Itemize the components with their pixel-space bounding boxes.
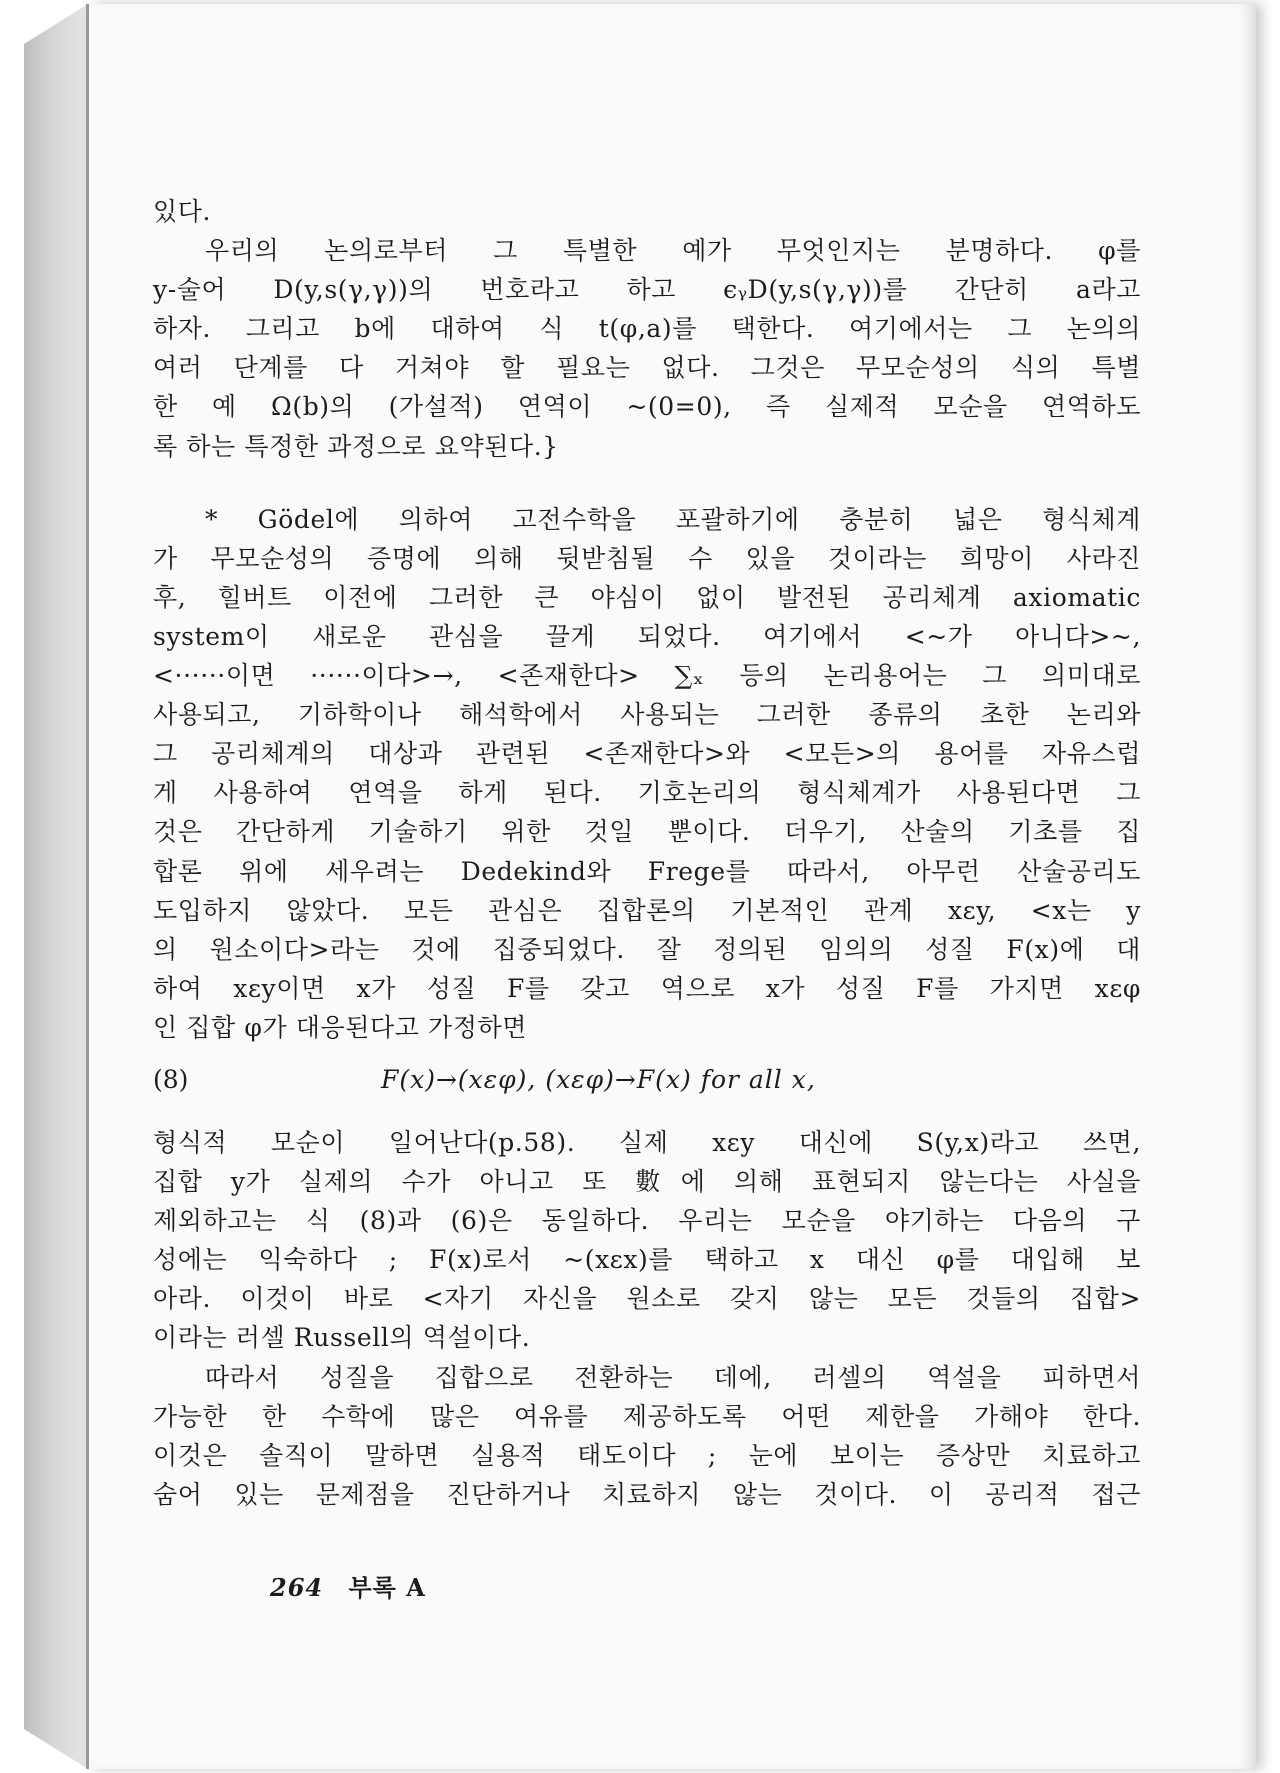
text-line: * Gödel에 의하여 고전수학을 포괄하기에 충분히 넓은 형식체계 xyxy=(205,504,1141,534)
text-line: 록 하는 특정한 과정으로 요약된다.} xyxy=(153,431,559,461)
text-line: 의 원소이다>라는 것에 집중되었다. 잘 정의된 임의의 성질 F(x)에 대 xyxy=(153,934,1141,964)
text-line: 게 사용하여 연역을 하게 된다. 기호논리의 형식체계가 사용된다면 그 xyxy=(153,778,1141,808)
equation-label: (8) xyxy=(153,1064,189,1094)
page-edge xyxy=(86,4,89,1769)
equation-body: F(x)→(xεφ), (xεφ)→F(x) for all x, xyxy=(381,1064,816,1094)
text-line: 제외하고는 식 (8)과 (6)은 동일하다. 우리는 모순을 야기하는 다음의 구 xyxy=(153,1206,1141,1236)
page-footer xyxy=(270,1568,426,1603)
text-line: 집합 y가 실제의 수가 아니고 또 數에 의해 표현되지 않는다는 사실을 xyxy=(153,1167,1141,1197)
text-line: <······이면 ······이다>→, <존재한다> ∑ₓ 등의 논리용어는 그 의미대로 xyxy=(153,661,1141,691)
text-line: 그 공리체계의 대상과 관련된 <존재한다>와 <모든>의 용어를 자유스럽 xyxy=(153,739,1141,769)
text-line: 있다. xyxy=(153,197,212,226)
equation-8 xyxy=(153,1061,1141,1103)
page-number: 264 xyxy=(270,1573,324,1602)
text-line: y-술어 D(y,s(γ,γ))의 번호라고 하고 ϵᵧD(y,s(γ,γ))를 간단히 a라고 xyxy=(153,275,1141,305)
text-line: 형식적 모순이 일어난다(p.58). 실제 xεy 대신에 S(y,x)라고 쓰면, xyxy=(153,1127,1141,1157)
text-line: 숨어 있는 문제점을 진단하거나 치료하지 않는 것이다. 이 공리적 접근 xyxy=(153,1479,1141,1509)
text-line: 따라서 성질을 집합으로 전환하는 데에, 러셀의 역설을 피하면서 xyxy=(205,1362,1141,1392)
text-line: 이라는 러셀 Russell의 역설이다. xyxy=(153,1323,531,1353)
text-line: 이것은 솔직이 말하면 실용적 태도이다 ; 눈에 보이는 증상만 치료하고 xyxy=(153,1440,1141,1470)
text-line: 하자. 그리고 b에 대하여 식 t(φ,a)를 택한다. 여기에서는 그 논의의 xyxy=(153,314,1141,344)
text-line: 하여 xεy이면 x가 성질 F를 갖고 역으로 x가 성질 F를 가지면 xεφ xyxy=(153,973,1141,1003)
book-spine xyxy=(24,4,88,1769)
text-line: 도입하지 않았다. 모든 관심은 집합론의 기본적인 관계 xεy, <x는 y xyxy=(153,895,1141,925)
text-line: 합론 위에 세우려는 Dedekind와 Frege를 따라서, 아무런 산술공리도 xyxy=(153,856,1141,886)
text-line: 한 예 Ω(b)의 (가설적) 연역이 ~(0=0), 즉 실제적 모순을 연역하도 xyxy=(153,392,1141,422)
text-line: 가능한 한 수학에 많은 여유를 제공하도록 어떤 제한을 가해야 한다. xyxy=(153,1401,1141,1431)
text-line: 성에는 익숙하다 ; F(x)로서 ~(xεx)를 택하고 x 대신 φ를 대입해 보 xyxy=(153,1245,1141,1275)
section-label: 부록 A xyxy=(348,1573,426,1602)
text-line: system이 새로운 관심을 끌게 되었다. 여기에서 <~가 아니다>~, xyxy=(153,621,1141,651)
text-line: 여러 단계를 다 거쳐야 할 필요는 없다. 그것은 무모순성의 식의 특별 xyxy=(153,353,1141,383)
text-line: 우리의 논의로부터 그 특별한 예가 무엇인지는 분명하다. φ를 xyxy=(205,236,1141,266)
text-line: 것은 간단하게 기술하기 위한 것일 뿐이다. 더우기, 산술의 기초를 집 xyxy=(153,817,1141,847)
text-line: 아라. 이것이 바로 <자기 자신을 원소로 갖지 않는 모든 것들의 집합> xyxy=(153,1284,1141,1314)
page-body xyxy=(153,192,1141,1514)
text-line: 사용되고, 기하학이나 해석학에서 사용되는 그러한 종류의 초한 논리와 xyxy=(153,700,1141,730)
text-line: 가 무모순성의 증명에 의해 뒷받침될 수 있을 것이라는 희망이 사라진 xyxy=(153,543,1141,573)
text-line: 인 집합 φ가 대응된다고 가정하면 xyxy=(153,1012,528,1042)
text-line: 후, 힐버트 이전에 그러한 큰 야심이 없이 발전된 공리체계 axiomatic xyxy=(153,582,1141,612)
